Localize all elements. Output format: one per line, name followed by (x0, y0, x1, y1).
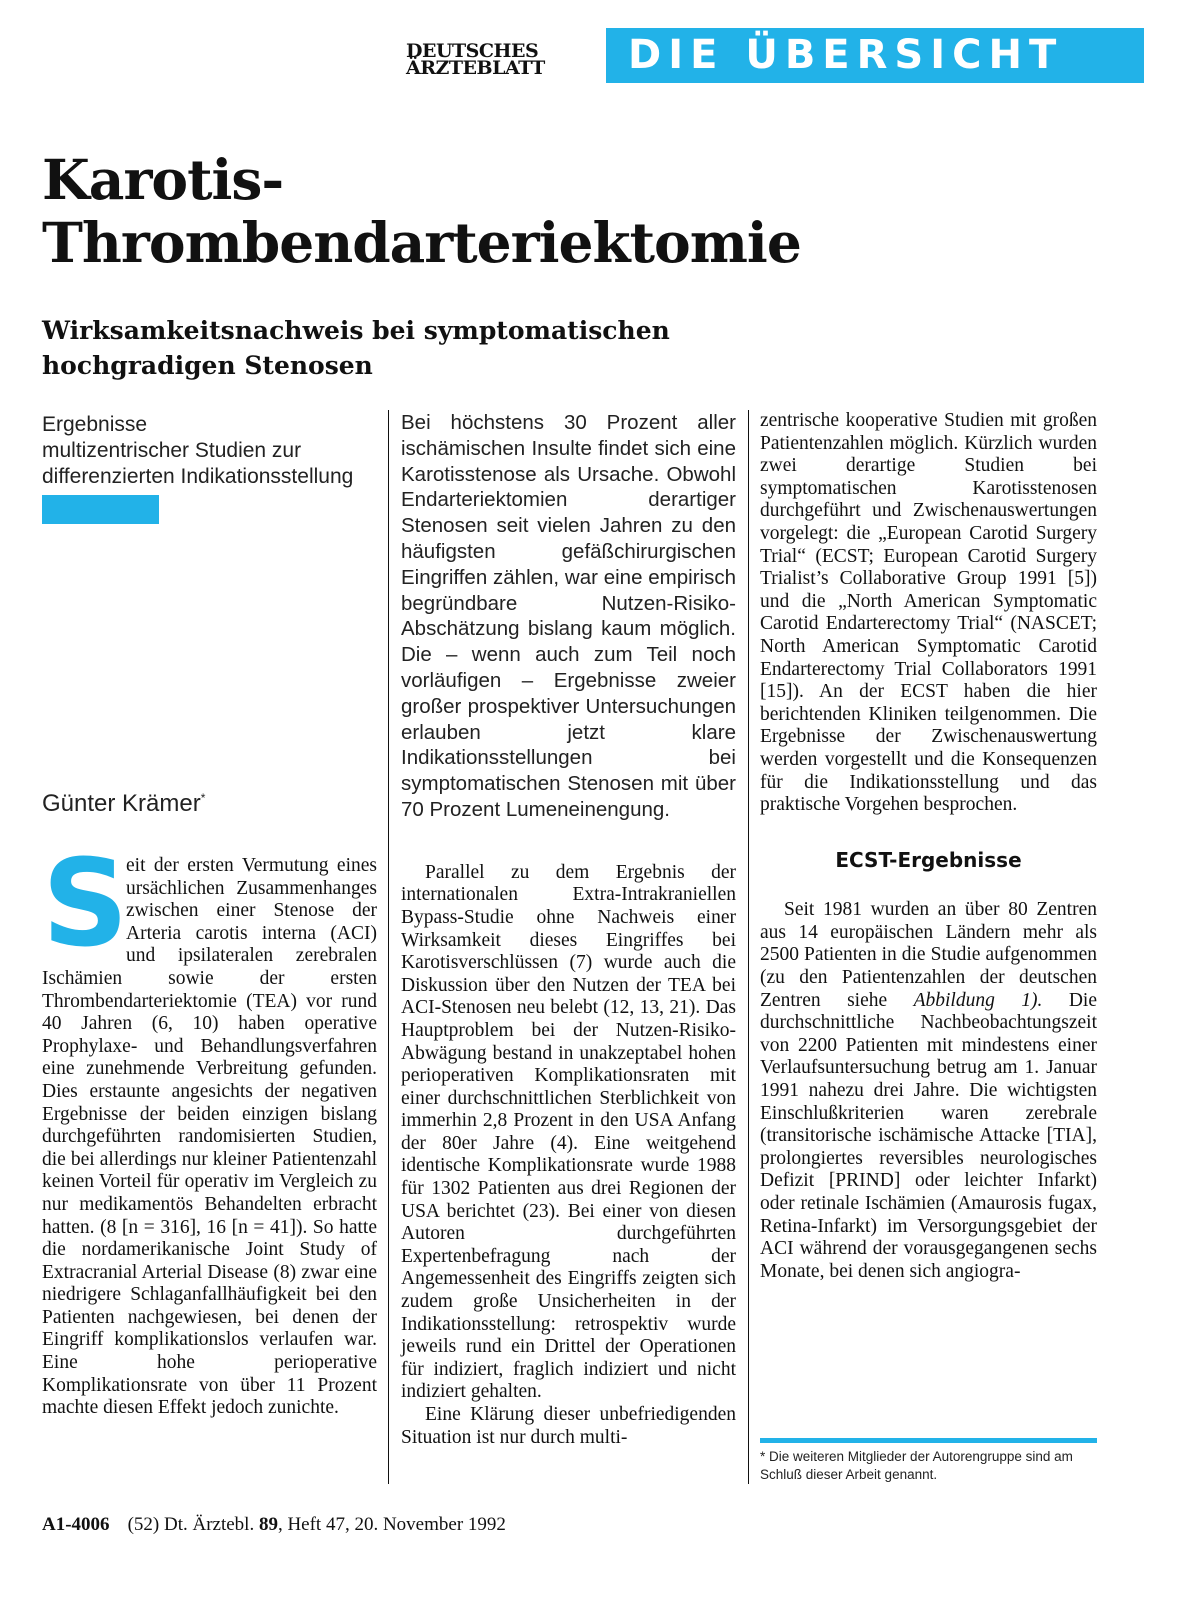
author-text: Günter Krämer (42, 790, 201, 817)
page-code: A1-4006 (42, 1514, 110, 1535)
body-paragraph-2: Parallel zu dem Ergebnis der internationalen Extra-Intrakraniellen Bypass-Studie ohne Nachweis einer Wirksamkeit dieses Eingriffes bei Karotisverschlüssen (7) wurde auch die Diskussion über den Nutzen der TEA bei ACI-Stenosen neu belebt (12, 13, 21). Das Hauptproblem bei der Nutzen-Risiko-Abwägung bestand in unakzeptabel hohen perioperativen Komplikationsraten mit einer durchschnittlichen Sterblichkeit von immerhin 2,8 Prozent in den USA Anfang der 80er Jahre (4). Eine weitgehend identische Komplikationsrate wurde 1988 für 1302 Patienten aus drei Regionen der USA berichtet (23). Bei einer von diesen Autoren durchgeführten Expertenbefragung nach der Angemessenheit des Eingriffs zeigten sich zudem große Unsicherheiten in der Indikationsstellung: retrospektiv wurde jeweils rund ein Drittel der Operationen für indiziert, fraglich indiziert und nicht indiziert gehalten. (401, 861, 736, 1403)
citation-text: (52) Dt. Ärztebl. (127, 1514, 259, 1535)
body-paragraph-4: zentrische kooperative Studien mit großen Patientenzahlen möglich. Kürzlich wurden zwei derartige Studien bei symptomatischen Karotisstenosen durchgeführt und Zwischenauswertungen vorgelegt: die „European Carotid Surgery Trial“ (ECST; European Carotid Surgery Trialist’s Collaborative Group 1991 [5]) und die „North American Symptomatic Carotid Endarterectomy Trial“ (NASCET; North American Symptomatic Carotid Endarterectomy Trial Collaborators 1991 [15]). An der ECST haben die hier berichtenden Kliniken teilgenommen. Die Ergebnisse der Zwischenauswertung werden vorgestellt und die Konsequenzen für die Indikationsstellung und das praktische Vorgehen besprochen. (760, 410, 1097, 816)
title-line-1: Karotis- (42, 147, 284, 212)
title-line-2: Thrombendarteriektomie (42, 210, 801, 275)
teaser-line-2: multizentrischer Studien zur (42, 439, 302, 462)
column-1 (42, 835, 377, 1420)
column-rule-2 (748, 410, 749, 1484)
body-paragraph-3: Eine Klärung dieser unbefriedigenden Situation ist nur durch multi- (401, 1404, 736, 1448)
article-title (42, 148, 1142, 274)
volume-number: 89 (258, 1514, 278, 1535)
subtitle-line-1: Wirksamkeitsnachweis bei symptomatischen (42, 316, 670, 345)
column-3 (760, 410, 1097, 1283)
figure-reference: Abbildung 1). (913, 989, 1043, 1011)
citation-issue: , Heft 47, 20. November 1992 (277, 1514, 506, 1535)
footnote-rule (760, 1438, 1097, 1443)
teaser-line-3: differenzierten Indikationsstellung (42, 465, 354, 488)
teaser-accent-bar (42, 495, 159, 524)
author-footnote-mark: * (200, 791, 206, 805)
column-2 (401, 410, 736, 1449)
footnote: * Die weiteren Mitglieder der Autorengruppe sind am Schluß dieser Arbeit genannt. (760, 1449, 1073, 1482)
section-banner: DIE ÜBERSICHT (606, 28, 1144, 83)
section-heading: ECST-Ergebnisse (835, 847, 1022, 872)
body-paragraph-1 (42, 835, 377, 1420)
dropcap: S (42, 835, 129, 974)
masthead-line-1: DEUTSCHES (406, 40, 539, 62)
body-paragraph-5: Seit 1981 wurden an über 80 Zentren aus 14 europäischen Ländern mehr als 2500 Patienten in die Studie aufgenommen (zu den Patientenzahlen der deutschen Zentren siehe Abbildung 1). Die durchschnittliche Nachbeobachtungszeit von 2200 Patienten mit mindestens einer Verlaufsuntersuchung betrug am 1. Januar 1991 nahezu drei Jahre. Die wichtigsten Einschlußkriterien waren zerebrale (transitorische ischämische Attacke [TIA], prolongiertes reversibles neurologisches Defizit [PRIND] oder leichter Infarkt) oder retinale Ischämien (Amaurosis fugax, Retina-Infarkt) im Versorgungsgebiet der ACI während der vorausgegangenen sechs Monate, bei denen sich angiogra- (760, 899, 1098, 1282)
masthead-line-2: ÄRZTEBLATT (406, 57, 545, 79)
col1-text: eit der ersten Vermutung eines ursächlichen Zusammenhanges zwischen einer Stenose der Arteria carotis interna (ACI) und ipsilateralen zerebralen Ischämien sowie der ersten Thrombendarteriektomie (TEA) vor rund 40 Jahren (6, 10) haben operative Prophylaxe- und Behandlungsverfahren eine zunehmende Verbreitung gefunden. Dies erstaunte angesichts der negativen Ergebnisse der beiden einzigen bislang durchgeführten randomisierten Studien, die bei allerdings nur kleiner Patientenzahl keinen Vorteil für operativ im Vergleich zu nur medikamentös Behandelten erbracht hatten. (8 [n = 316], 16 [n = 41]). So hatte die nordamerikanische Joint Study of Extracranial Arterial Disease (8) zwar eine niedrigere Schlaganfallhäufigkeit bei den Patienten nachgewiesen, bei denen der Eingriff komplikationslos verlaufen war. Eine hohe perioperative Komplikationsrate von über 11 Prozent machte diesen Effekt jedoch zunichte. (42, 855, 377, 1419)
teaser-line-1: Ergebnisse (42, 413, 148, 436)
subtitle-line-2: hochgradigen Stenosen (42, 351, 373, 380)
teaser (42, 412, 382, 490)
author-name (42, 790, 205, 818)
lead-paragraph: Bei höchstens 30 Prozent aller ischämischen Insulte findet sich eine Karotisstenose als Ursache. Obwohl Endarteriektomien derartiger Stenosen seit vielen Jahren zu den häufigsten gefäßchirurgischen Eingriffen zählen, war eine empirisch begründbare Nutzen-Risiko-Abschätzung bislang kaum möglich. Die – wenn auch zum Teil noch vorläufigen – Ergebnisse zweier großer prospektiver Untersuchungen erlauben jetzt klare Indikationsstellungen bei symptomatischen Stenosen mit über 70 Prozent Lumeneinengung. (401, 411, 736, 821)
article-subtitle (42, 313, 842, 383)
column-rule-1 (388, 410, 389, 1484)
masthead-logo (406, 40, 586, 79)
page-footer (42, 1514, 506, 1536)
